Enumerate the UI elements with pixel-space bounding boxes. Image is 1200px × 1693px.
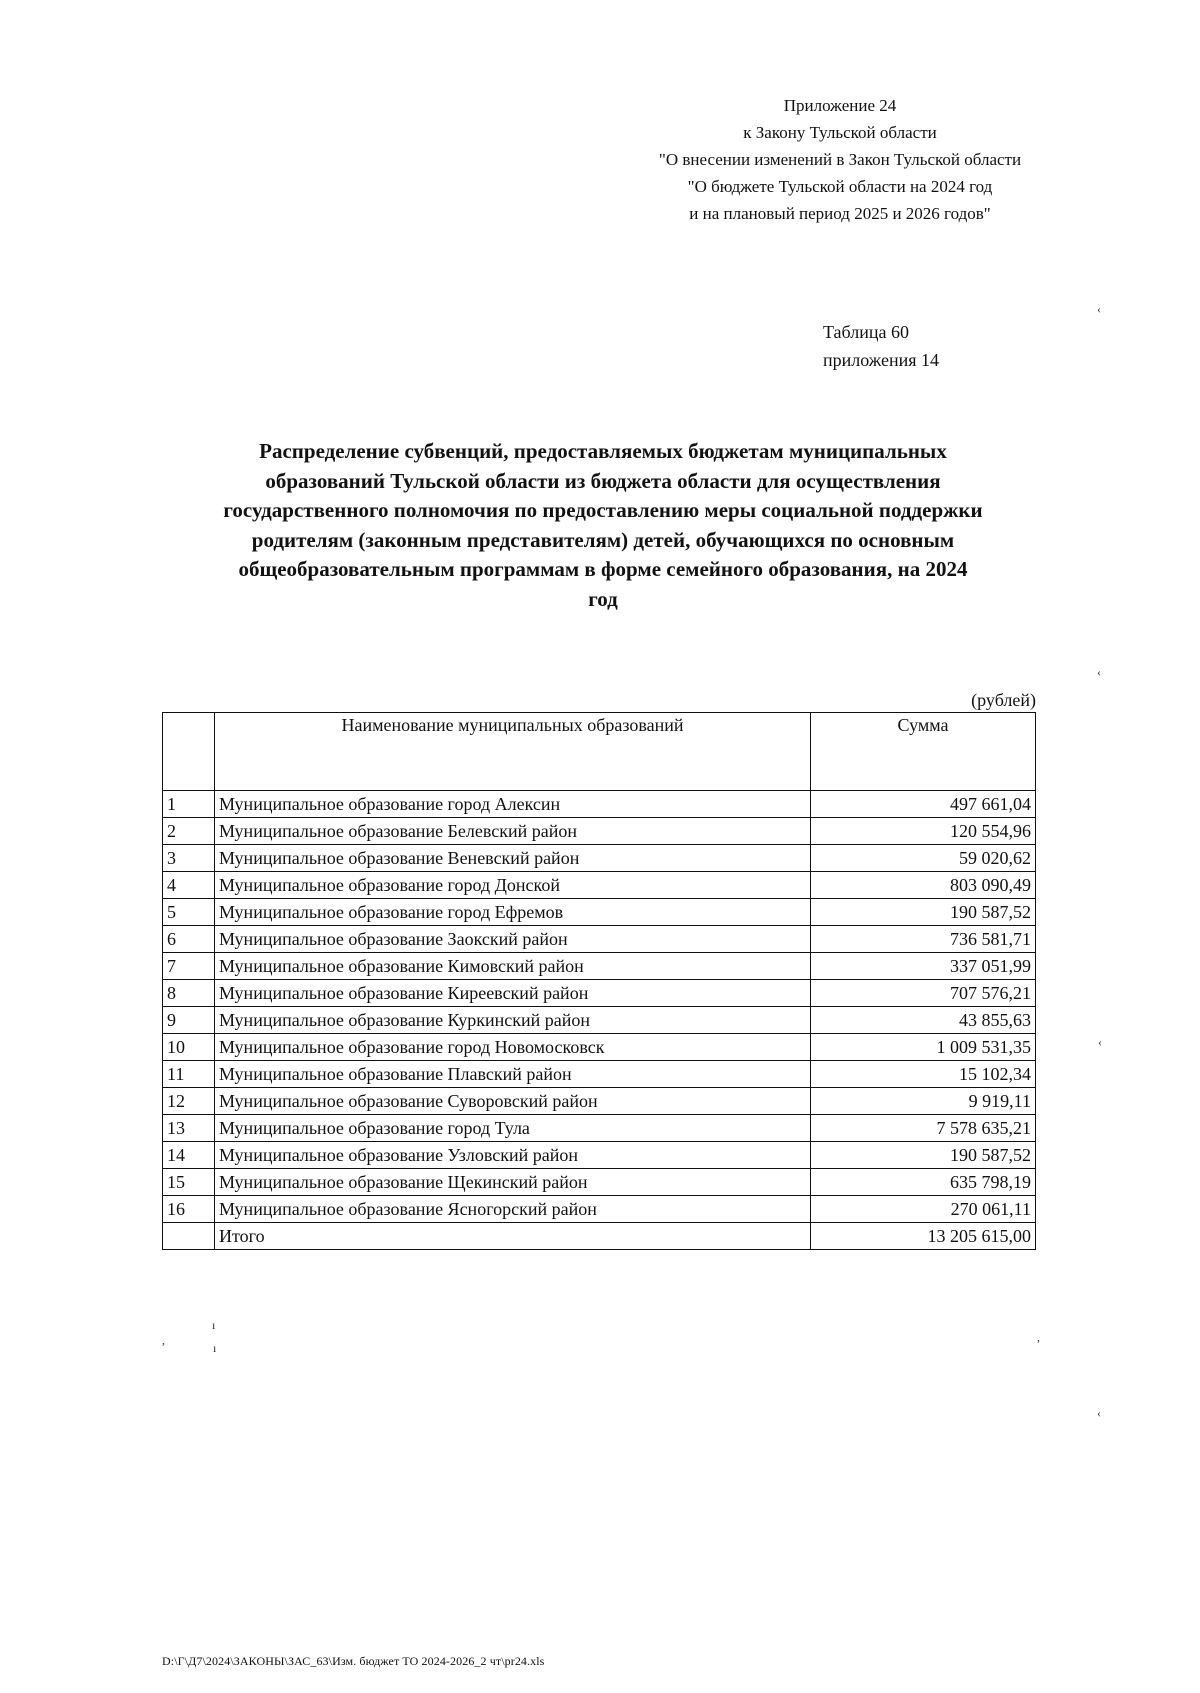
row-number: 14 (163, 1142, 215, 1169)
table-total-row (163, 1223, 1036, 1250)
row-number: 5 (163, 899, 215, 926)
table-row (163, 1061, 1036, 1088)
annex-line: "О бюджете Тульской области на 2024 год (687, 177, 993, 196)
row-name: Муниципальное образование Узловский район (215, 1142, 811, 1169)
row-number: 16 (163, 1196, 215, 1223)
row-sum: 1 009 531,35 (811, 1034, 1036, 1061)
row-name: Муниципальное образование Киреевский район (215, 980, 811, 1007)
scan-artifact: ‹ (1097, 302, 1101, 316)
row-sum: 190 587,52 (811, 1142, 1036, 1169)
table-row (163, 1034, 1036, 1061)
row-sum: 7 578 635,21 (811, 1115, 1036, 1142)
table-row (163, 1007, 1036, 1034)
row-name: Муниципальное образование Заокский район (215, 926, 811, 953)
row-name: Муниципальное образование город Алексин (215, 791, 811, 818)
row-sum: 59 020,62 (811, 845, 1036, 872)
title-line: родителям (законным представителям) детей, обучающихся по основным (251, 527, 955, 552)
table-reference (823, 318, 939, 374)
scan-artifact: ‹ (1097, 665, 1101, 679)
title-line: год (588, 586, 618, 611)
row-name: Муниципальное образование Ясногорский район (215, 1196, 811, 1223)
row-sum: 736 581,71 (811, 926, 1036, 953)
row-sum: 15 102,34 (811, 1061, 1036, 1088)
row-number: 3 (163, 845, 215, 872)
header-sum: Сумма (811, 713, 1036, 791)
table-row (163, 845, 1036, 872)
row-number: 7 (163, 953, 215, 980)
distribution-table (162, 712, 1036, 1250)
row-number: 13 (163, 1115, 215, 1142)
row-sum: 190 587,52 (811, 899, 1036, 926)
total-label: Итого (215, 1223, 811, 1250)
row-number: 11 (163, 1061, 215, 1088)
row-sum: 337 051,99 (811, 953, 1036, 980)
row-number: 6 (163, 926, 215, 953)
row-name: Муниципальное образование город Новомосковск (215, 1034, 811, 1061)
header-name: Наименование муниципальных образований (215, 713, 811, 791)
row-name: Муниципальное образование город Тула (215, 1115, 811, 1142)
row-name: Муниципальное образование город Ефремов (215, 899, 811, 926)
row-number: 12 (163, 1088, 215, 1115)
table-row (163, 791, 1036, 818)
row-name: Муниципальное образование Веневский район (215, 845, 811, 872)
table-row (163, 1115, 1036, 1142)
table-row (163, 1196, 1036, 1223)
table-body (163, 791, 1036, 1250)
annex-line: к Закону Тульской области (743, 123, 937, 142)
row-name: Муниципальное образование Куркинский район (215, 1007, 811, 1034)
annex-line: Приложение 24 (783, 96, 897, 115)
scan-artifact: , (1037, 1330, 1040, 1344)
file-path-footer: D:\Г\Д7\2024\ЗАКОНЫ\ЗАС_63\Изм. бюджет ТО 2024-2026_2 чт\pr24.xls (162, 1654, 545, 1668)
annex-header (640, 92, 1040, 227)
row-sum: 803 090,49 (811, 872, 1036, 899)
row-sum: 635 798,19 (811, 1169, 1036, 1196)
row-name: Муниципальное образование Плавский район (215, 1061, 811, 1088)
row-number: 9 (163, 1007, 215, 1034)
row-sum: 120 554,96 (811, 818, 1036, 845)
table-row (163, 1169, 1036, 1196)
table-row (163, 926, 1036, 953)
annex-line: и на плановый период 2025 и 2026 годов" (689, 204, 991, 223)
row-name: Муниципальное образование Белевский район (215, 818, 811, 845)
scan-artifact: ‹ (1098, 1035, 1102, 1049)
row-name: Муниципальное образование город Донской (215, 872, 811, 899)
row-number: 2 (163, 818, 215, 845)
row-name: Муниципальное образование Щекинский район (215, 1169, 811, 1196)
table-row (163, 1142, 1036, 1169)
row-number: 1 (163, 791, 215, 818)
row-sum: 270 061,11 (811, 1196, 1036, 1223)
title-line: образований Тульской области из бюджета области для осуществления (265, 468, 941, 493)
table-row (163, 872, 1036, 899)
header-number-cell (163, 713, 215, 791)
table-appendix: приложения 14 (823, 350, 940, 370)
scan-artifact: ı (212, 1318, 216, 1332)
table-row (163, 980, 1036, 1007)
row-name: Муниципальное образование Суворовский район (215, 1088, 811, 1115)
table-row (163, 1088, 1036, 1115)
table-row (163, 818, 1036, 845)
title-line: государственного полномочия по предоставлению меры социальной поддержки (223, 498, 983, 522)
title-line: общеобразовательным программам в форме семейного образования, на 2024 (238, 557, 968, 581)
row-number: 8 (163, 980, 215, 1007)
annex-line: "О внесении изменений в Закон Тульской области (658, 150, 1022, 169)
row-name: Муниципальное образование Кимовский район (215, 953, 811, 980)
scan-artifact: ‹ (1097, 1406, 1101, 1420)
total-sum: 13 205 615,00 (811, 1223, 1036, 1250)
total-number-cell (163, 1223, 215, 1250)
row-number: 15 (163, 1169, 215, 1196)
table-number: Таблица 60 (823, 322, 909, 342)
document-title (150, 437, 1056, 614)
table-row (163, 899, 1036, 926)
unit-label: (рублей) (971, 690, 1036, 710)
table-row (163, 953, 1036, 980)
row-sum: 707 576,21 (811, 980, 1036, 1007)
row-sum: 9 919,11 (811, 1088, 1036, 1115)
table-header-row (163, 713, 1036, 791)
title-line: Распределение субвенций, предоставляемых бюджетам муниципальных (259, 439, 947, 463)
scan-artifact: , (162, 1333, 165, 1347)
scan-artifact: ı (213, 1341, 217, 1355)
row-sum: 497 661,04 (811, 791, 1036, 818)
row-sum: 43 855,63 (811, 1007, 1036, 1034)
row-number: 4 (163, 872, 215, 899)
row-number: 10 (163, 1034, 215, 1061)
